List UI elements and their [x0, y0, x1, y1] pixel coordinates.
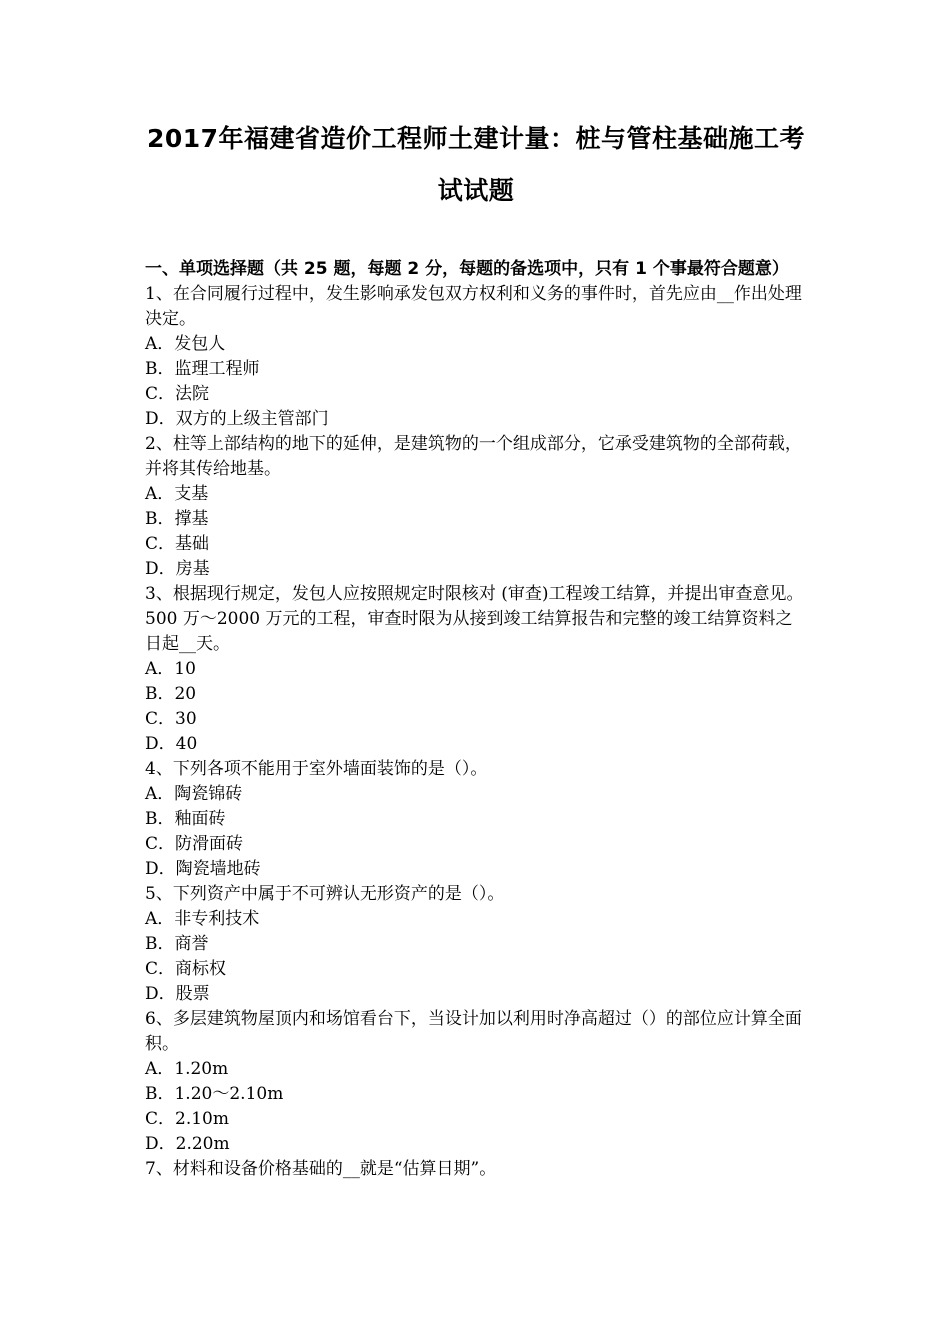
- option-c: C．基础: [145, 534, 210, 554]
- title-line-1: 2017年福建省造价工程师土建计量：桩与管柱基础施工考: [146, 124, 806, 153]
- question-stem: 3、根据现行规定，发包人应按照规定时限核对 (审查)工程竣工结算，并提出审查意见。500 万～2000 万元的工程，审查时限为从接到竣工结算报告和完整的竣工结算资料之日起__天。: [145, 584, 804, 654]
- question-stem: 4、下列各项不能用于室外墙面装饰的是（）。: [145, 759, 488, 779]
- question-list: [145, 282, 807, 1182]
- option-b: B．撑基: [145, 509, 209, 529]
- option-b: B．20: [145, 684, 197, 704]
- option-c: C．商标权: [145, 959, 227, 979]
- question-stem: 5、下列资产中属于不可辨认无形资产的是（）。: [145, 884, 505, 904]
- section-heading: 一、单项选择题（共 25 题，每题 2 分，每题的备选项中，只有 1 个事最符合题意）: [145, 259, 789, 279]
- question-stem: 6、多层建筑物屋顶内和场馆看台下，当设计加以利用时净高超过（）的部位应计算全面积。: [145, 1009, 802, 1054]
- option-d: D．陶瓷墙地砖: [145, 859, 261, 879]
- option-d: D．双方的上级主管部门: [145, 409, 329, 429]
- question-1: [145, 282, 807, 432]
- option-a: A．10: [145, 659, 196, 679]
- option-a: A．发包人: [145, 334, 226, 354]
- option-b: B．釉面砖: [145, 809, 226, 829]
- question-stem: 7、材料和设备价格基础的__就是“估算日期”。: [145, 1159, 497, 1179]
- document-title: [145, 0, 807, 217]
- option-a: A．陶瓷锦砖: [145, 784, 243, 804]
- option-c: C．30: [145, 709, 197, 729]
- question-7: [145, 1157, 807, 1182]
- option-d: D．40: [145, 734, 198, 754]
- option-b: B．监理工程师: [145, 359, 260, 379]
- option-c: C．2.10m: [145, 1109, 229, 1129]
- option-a: A．非专利技术: [145, 909, 260, 929]
- question-5: [145, 882, 807, 1007]
- option-d: D．2.20m: [145, 1134, 230, 1154]
- question-3: [145, 582, 807, 757]
- question-6: [145, 1007, 807, 1157]
- question-4: [145, 757, 807, 882]
- option-b: B．商誉: [145, 934, 209, 954]
- question-stem: 1、在合同履行过程中，发生影响承发包双方权利和义务的事件时，首先应由__作出处理决定。: [145, 284, 802, 329]
- option-c: C．法院: [145, 384, 210, 404]
- title-line-2: 试试题: [437, 176, 515, 205]
- question-stem: 2、柱等上部结构的地下的延伸，是建筑物的一个组成部分，它承受建筑物的全部荷载，并将其传给地基。: [145, 434, 802, 479]
- option-a: A．1.20m: [145, 1059, 229, 1079]
- question-2: [145, 432, 807, 582]
- option-d: D．股票: [145, 984, 210, 1004]
- option-b: B．1.20～2.10m: [145, 1084, 284, 1104]
- option-a: A．支基: [145, 484, 209, 504]
- option-c: C．防滑面砖: [145, 834, 244, 854]
- option-d: D．房基: [145, 559, 210, 579]
